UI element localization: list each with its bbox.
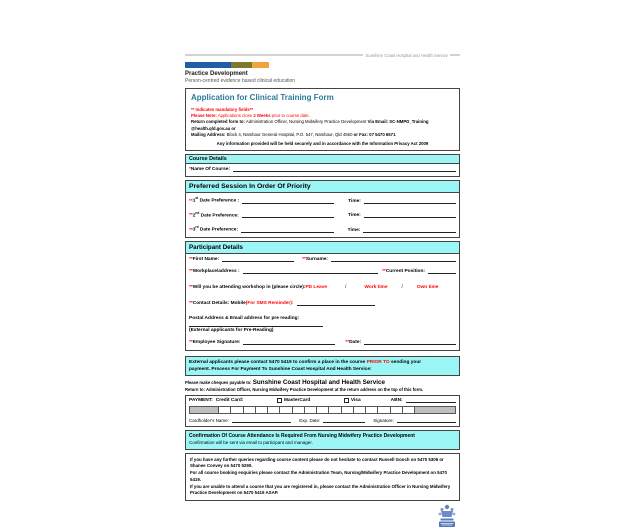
confirmation-notice [185,430,460,450]
please-note-label: Please Note: [191,113,217,119]
preferred-session-header: Preferred Session In Order Of Priority [186,181,459,193]
date-pref-label: 3rd Date Preference: [192,225,239,233]
intro-box [185,88,460,151]
participant-details-section [185,241,460,351]
cheque-label: Please make cheques payable to: [185,380,253,386]
brand-subtitle: Person-centred evidence based clinical education [185,78,296,84]
card-digit-cell [328,406,341,414]
card-digit-cell [377,406,390,414]
cheque-payee: Sunshine Coast Hospital and Health Service [252,379,386,387]
crest-icon [436,503,458,529]
mandatory-stars: ** [302,256,306,262]
masthead-rule [185,53,460,57]
time-label: Time: [348,213,361,219]
divider-line [185,54,363,56]
abn-label: ABN: [390,397,403,403]
date-preference-row-3 [186,222,459,237]
course-name-field[interactable] [233,167,456,172]
option-own-time[interactable]: Own time [416,284,439,290]
current-position-field[interactable] [428,269,456,274]
participant-details-header: Participant Details [186,242,459,254]
mandatory-stars: ** [189,256,193,262]
card-digit-cell [316,406,329,414]
payment-label: PAYMENT: [189,397,213,403]
signature-field[interactable] [397,418,456,423]
mastercard-label: MasterCard [283,397,311,403]
card-box-gray-right [414,406,456,414]
bar-segment-olive [231,62,252,68]
exp-date-field[interactable] [323,418,365,423]
first-name-label: First Name: [192,256,220,262]
credit-card-label: Credit Card: [215,397,244,403]
card-digit-cell [365,406,378,414]
visa-label: Visa [350,397,361,403]
option-separator: / [345,284,347,290]
note-bold: 2 Weeks [253,113,271,119]
card-digit-cell [402,406,415,414]
external-prereading-note: (External applicants for Pre-Reading) [189,327,274,333]
footer-notes-box [185,453,460,501]
option-separator: / [401,284,403,290]
external-applicants-notice [185,356,460,376]
external-notice-line2: payment. Process For Payment To Sunshine Coast Hospital And Health Service: [189,367,372,373]
course-details-header: Course Details [186,155,459,164]
signature-row [186,333,459,350]
bar-segment-orange [252,62,269,68]
cardholder-name-label: Cardholder's Name: [189,417,229,423]
first-name-field[interactable] [222,257,294,262]
option-pd-leave[interactable]: PD Leave [305,284,328,290]
surname-label: Surname: [305,256,328,262]
workshop-label: Will you be attending workshop in (please circle): [192,284,306,290]
payment-section [185,395,460,427]
contact-label: Contact Details: Mobile [192,300,246,306]
card-digit-cell [279,406,292,414]
workplace-field[interactable] [243,269,379,274]
postal-label-row [186,310,459,321]
fax-value: 07 5470 6571 [367,131,396,137]
return-line [191,119,454,131]
contact-row [186,294,459,310]
mandatory-stars: ** [189,300,193,306]
cheque-payable-line [185,379,460,387]
mandatory-stars: ** [189,213,193,219]
email-label: Via Email: [367,119,389,125]
form-title: Application for Clinical Training Form [191,93,334,102]
card-digit-cell [353,406,366,414]
notice-text-2: sending your [389,359,422,365]
postal-address-label: Postal Address & Email address for pre reading: [189,315,300,321]
service-name: Sunshine Coast Hospital and Health Service [365,52,448,58]
date-preference-field-1[interactable] [242,199,334,204]
mandatory-star: * [189,167,191,173]
date-pref-label: 2nd Date Preference: [192,210,239,219]
employee-signature-field[interactable] [243,340,335,345]
date-preference-row-2 [186,208,459,223]
divider-line [450,54,460,56]
card-digit-cell [255,406,268,414]
workshop-row [186,278,459,294]
date-preference-field-3[interactable] [241,228,334,233]
queensland-government-logo [185,503,460,529]
current-position-label: Current Position: [385,268,425,274]
card-digit-cell [230,406,243,414]
application-form-document [185,53,460,529]
time-field-1[interactable] [364,199,456,204]
date-preference-row-1 [186,193,459,208]
mandatory-stars: ** [189,339,193,345]
card-digit-cell [267,406,280,414]
course-name-label: Name Of Course: [190,167,231,173]
cardholder-name-field[interactable] [232,418,291,423]
card-digit-cell [304,406,317,414]
confirmation-line1: Confirmation Of Course Attendance Is Required From Nursing Midwifery Practice Development [189,432,415,439]
email-value: SC-NMPD_Training @health.qld.gov.au or [191,119,429,131]
card-digit-cell [292,406,305,414]
time-label: Time: [348,198,361,204]
card-box-gray-left [189,406,219,414]
time-field-3[interactable] [363,228,456,233]
mobile-field[interactable] [297,301,375,306]
course-details-section [185,154,460,177]
confirmation-line2: Confirmation will be sent via email to participant and manager. [189,440,313,446]
mandatory-stars: ** [189,198,193,204]
mailing-text: Block 4, Nambour General Hospital, P.O. 547, Nambour, Qld 4560 [225,131,354,137]
brand-color-bar [185,62,269,68]
date-label: Date: [349,339,362,345]
card-digit-cell [218,406,231,414]
external-notice-line1 [189,359,456,366]
prior-to-warning: PRIOR TO [366,359,390,365]
notice-text: External applicants please contact 5470 5419 to confirm a place in the course [189,359,367,365]
employee-signature-label: Employee Signature: [192,339,241,345]
return-text: Administration Officer, Nursing Midwifery Practice Development [244,119,368,125]
footer-note-1: If you have any further queries regarding course content please do not hesitate to contact Russell Gooch on 5470 5306 or Shanee Convey on 5470 5290. [190,457,444,469]
surname-field[interactable] [331,257,456,262]
payment-method-row [189,398,456,403]
workplace-row [186,266,459,278]
mandatory-note: ** Indicates mandatory fields** [191,107,254,112]
note-text: Applications close [216,113,254,119]
mastercard-checkbox[interactable] [277,398,282,403]
date-preference-field-2[interactable] [242,213,334,218]
mandatory-stars: ** [345,339,350,345]
cardholder-row [189,418,456,423]
bar-segment-blue [185,62,231,68]
mandatory-stars: ** [189,284,193,290]
preferred-session-section [185,180,460,238]
card-number-boxes[interactable] [189,406,456,414]
mandatory-stars: ** [189,227,193,233]
mailing-label: Mailing Address: [191,131,226,137]
mandatory-stars: ** [382,268,386,274]
postal-address-field[interactable] [189,322,323,327]
return-to-line: Return to: Administration Officer, Nursing Midwifery Practice Development at the return address on the top of this form. [185,387,424,393]
exp-date-label: Exp. Date: [299,417,321,423]
note-text-2: prior to course date. [270,113,310,119]
footer-note-2: For all course booking enquiries please contact the Administration Team, Nursing/Midwifery Practice Development on 5470 5419. [190,470,447,482]
card-digit-cell [390,406,403,414]
abn-field[interactable] [406,398,456,403]
course-name-row [186,164,459,176]
date-field[interactable] [364,340,456,345]
workplace-label: Workplace/address : [192,268,240,274]
visa-checkbox[interactable] [344,398,349,403]
signature-label: Signature: [373,417,394,423]
mailing-line [191,132,454,138]
brand-title: Practice Development [185,71,248,77]
date-pref-label: 1st Date Preference : [192,196,240,204]
fax-label: or Fax: [353,131,368,137]
card-digit-cell [243,406,256,414]
card-digit-cell [341,406,354,414]
return-label: Return completed form to: [191,119,245,125]
name-row [186,254,459,266]
time-label: Time: [347,227,361,233]
footer-note-3: If you are unable to attend a course that you are registered in, please contact the Administration Officer in Nursing Midwifery Practice Development on 5470 5419 ASAP. [190,483,451,495]
time-field-2[interactable] [364,213,456,218]
option-work-time[interactable]: Work time [364,284,388,290]
mandatory-stars: ** [189,268,193,274]
privacy-statement: Any information provided will be held securely and in accordance with the Information Privacy Act 2009 [216,141,429,147]
sms-reminder-note: (For SMS Reminder): [245,300,294,306]
